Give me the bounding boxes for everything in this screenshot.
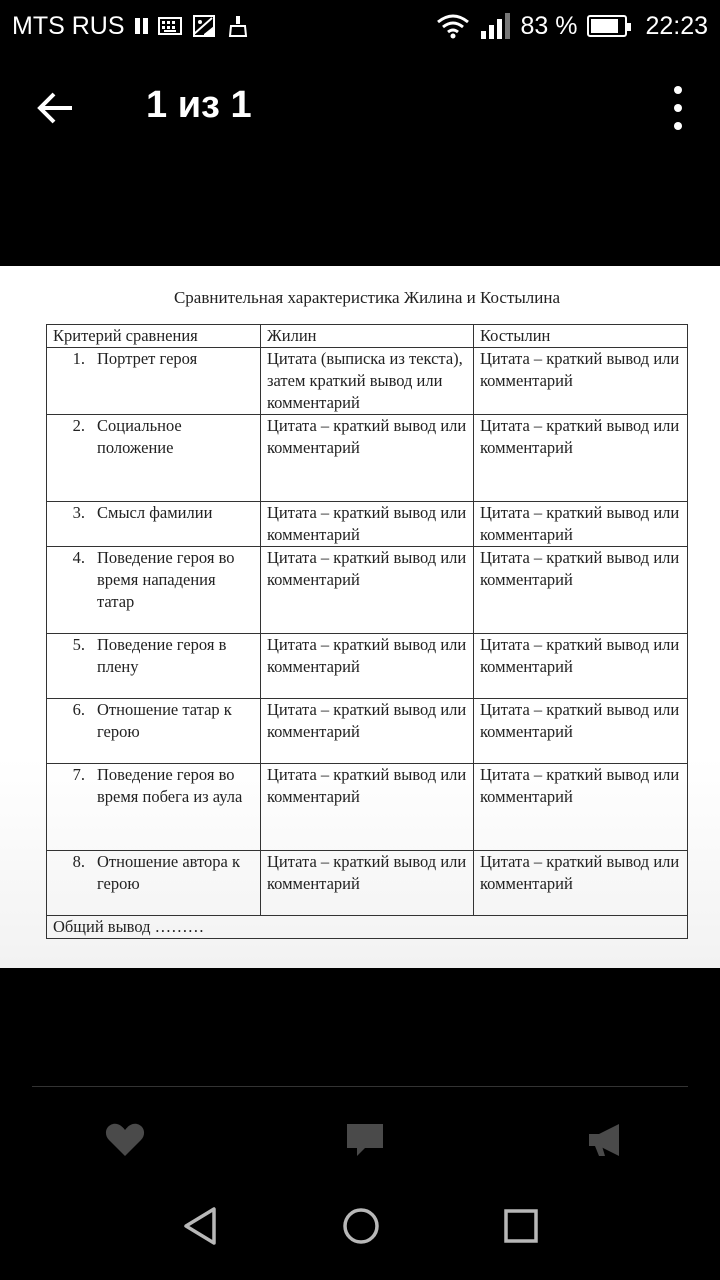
header-criterion: Критерий сравнения	[47, 325, 261, 348]
row-number: 4.	[72, 548, 85, 567]
kostylin-cell: Цитата – краткий вывод или комментарий	[474, 851, 688, 916]
clock: 22:23	[645, 11, 708, 40]
zhilin-cell: Цитата – краткий вывод или комментарий	[261, 851, 474, 916]
document-title: Сравнительная характеристика Жилина и Костылина	[173, 288, 561, 307]
summary-row	[47, 916, 688, 939]
status-right	[436, 12, 708, 41]
table-header-row	[47, 325, 688, 348]
document-image[interactable]	[0, 266, 720, 968]
row-number: 5.	[72, 635, 85, 654]
table-row	[47, 502, 688, 547]
battery-icon	[587, 15, 627, 37]
sim-icon	[135, 18, 148, 34]
cleaner-icon	[226, 14, 250, 38]
square-recents-icon[interactable]	[499, 1204, 543, 1248]
row-number: 7.	[72, 765, 85, 784]
criterion-cell: Смысл фамилии	[97, 503, 213, 522]
keyboard-icon	[158, 17, 182, 35]
battery-fill	[591, 19, 618, 33]
carrier-name: MTS RUS	[12, 11, 125, 40]
comparison-table	[46, 324, 688, 939]
image-icon	[192, 14, 216, 38]
row-number: 3.	[72, 503, 85, 522]
table-row	[47, 415, 688, 502]
criterion-cell: Отношение автора к герою	[97, 852, 241, 893]
table-row	[47, 851, 688, 916]
signal-icon	[480, 13, 510, 39]
zhilin-cell: Цитата – краткий вывод или комментарий	[261, 415, 474, 502]
table-row	[47, 547, 688, 634]
criterion-cell: Портрет героя	[97, 349, 198, 368]
zhilin-cell: Цитата (выписка из текста), затем краткий вывод или комментарий	[261, 348, 474, 415]
row-number: 6.	[72, 700, 85, 719]
row-number: 1.	[72, 349, 85, 368]
kostylin-cell: Цитата – краткий вывод или комментарий	[474, 502, 688, 547]
megaphone-icon[interactable]	[583, 1118, 627, 1162]
app-bar	[0, 60, 720, 156]
zhilin-cell: Цитата – краткий вывод или комментарий	[261, 764, 474, 851]
kostylin-cell: Цитата – краткий вывод или комментарий	[474, 634, 688, 699]
table-row	[47, 699, 688, 764]
divider	[32, 1086, 688, 1087]
zhilin-cell: Цитата – краткий вывод или комментарий	[261, 634, 474, 699]
header-zhilin: Жилин	[261, 325, 474, 348]
header-kostylin: Костылин	[474, 325, 688, 348]
page-counter-title: 1 из 1	[146, 84, 252, 126]
zhilin-cell: Цитата – краткий вывод или комментарий	[261, 502, 474, 547]
criterion-cell: Поведение героя во время побега из аула	[97, 765, 243, 806]
table-row	[47, 348, 688, 415]
arrow-left-icon[interactable]	[36, 88, 76, 128]
system-nav-bar	[0, 1190, 720, 1280]
circle-home-icon[interactable]	[339, 1204, 383, 1248]
row-number: 8.	[72, 852, 85, 871]
zhilin-cell: Цитата – краткий вывод или комментарий	[261, 547, 474, 634]
criterion-cell: Поведение героя в плену	[97, 635, 227, 676]
kostylin-cell: Цитата – краткий вывод или комментарий	[474, 699, 688, 764]
action-bar	[0, 1110, 720, 1170]
kostylin-cell: Цитата – краткий вывод или комментарий	[474, 348, 688, 415]
heart-icon[interactable]	[103, 1118, 147, 1162]
triangle-back-icon[interactable]	[180, 1204, 224, 1248]
summary-cell: Общий вывод ………	[47, 916, 688, 939]
table-row	[47, 764, 688, 851]
status-left	[12, 12, 250, 41]
more-vert-icon[interactable]	[666, 86, 690, 130]
table-row	[47, 634, 688, 699]
criterion-cell: Поведение героя во время нападения татар	[97, 548, 235, 611]
criterion-cell: Отношение татар к герою	[97, 700, 232, 741]
kostylin-cell: Цитата – краткий вывод или комментарий	[474, 547, 688, 634]
row-number: 2.	[72, 416, 85, 435]
kostylin-cell: Цитата – краткий вывод или комментарий	[474, 415, 688, 502]
zhilin-cell: Цитата – краткий вывод или комментарий	[261, 699, 474, 764]
criterion-cell: Социальное положение	[97, 416, 182, 457]
status-bar	[0, 0, 720, 52]
wifi-icon	[436, 13, 470, 39]
kostylin-cell: Цитата – краткий вывод или комментарий	[474, 764, 688, 851]
battery-percent: 83 %	[520, 11, 578, 40]
comment-icon[interactable]	[343, 1118, 387, 1162]
